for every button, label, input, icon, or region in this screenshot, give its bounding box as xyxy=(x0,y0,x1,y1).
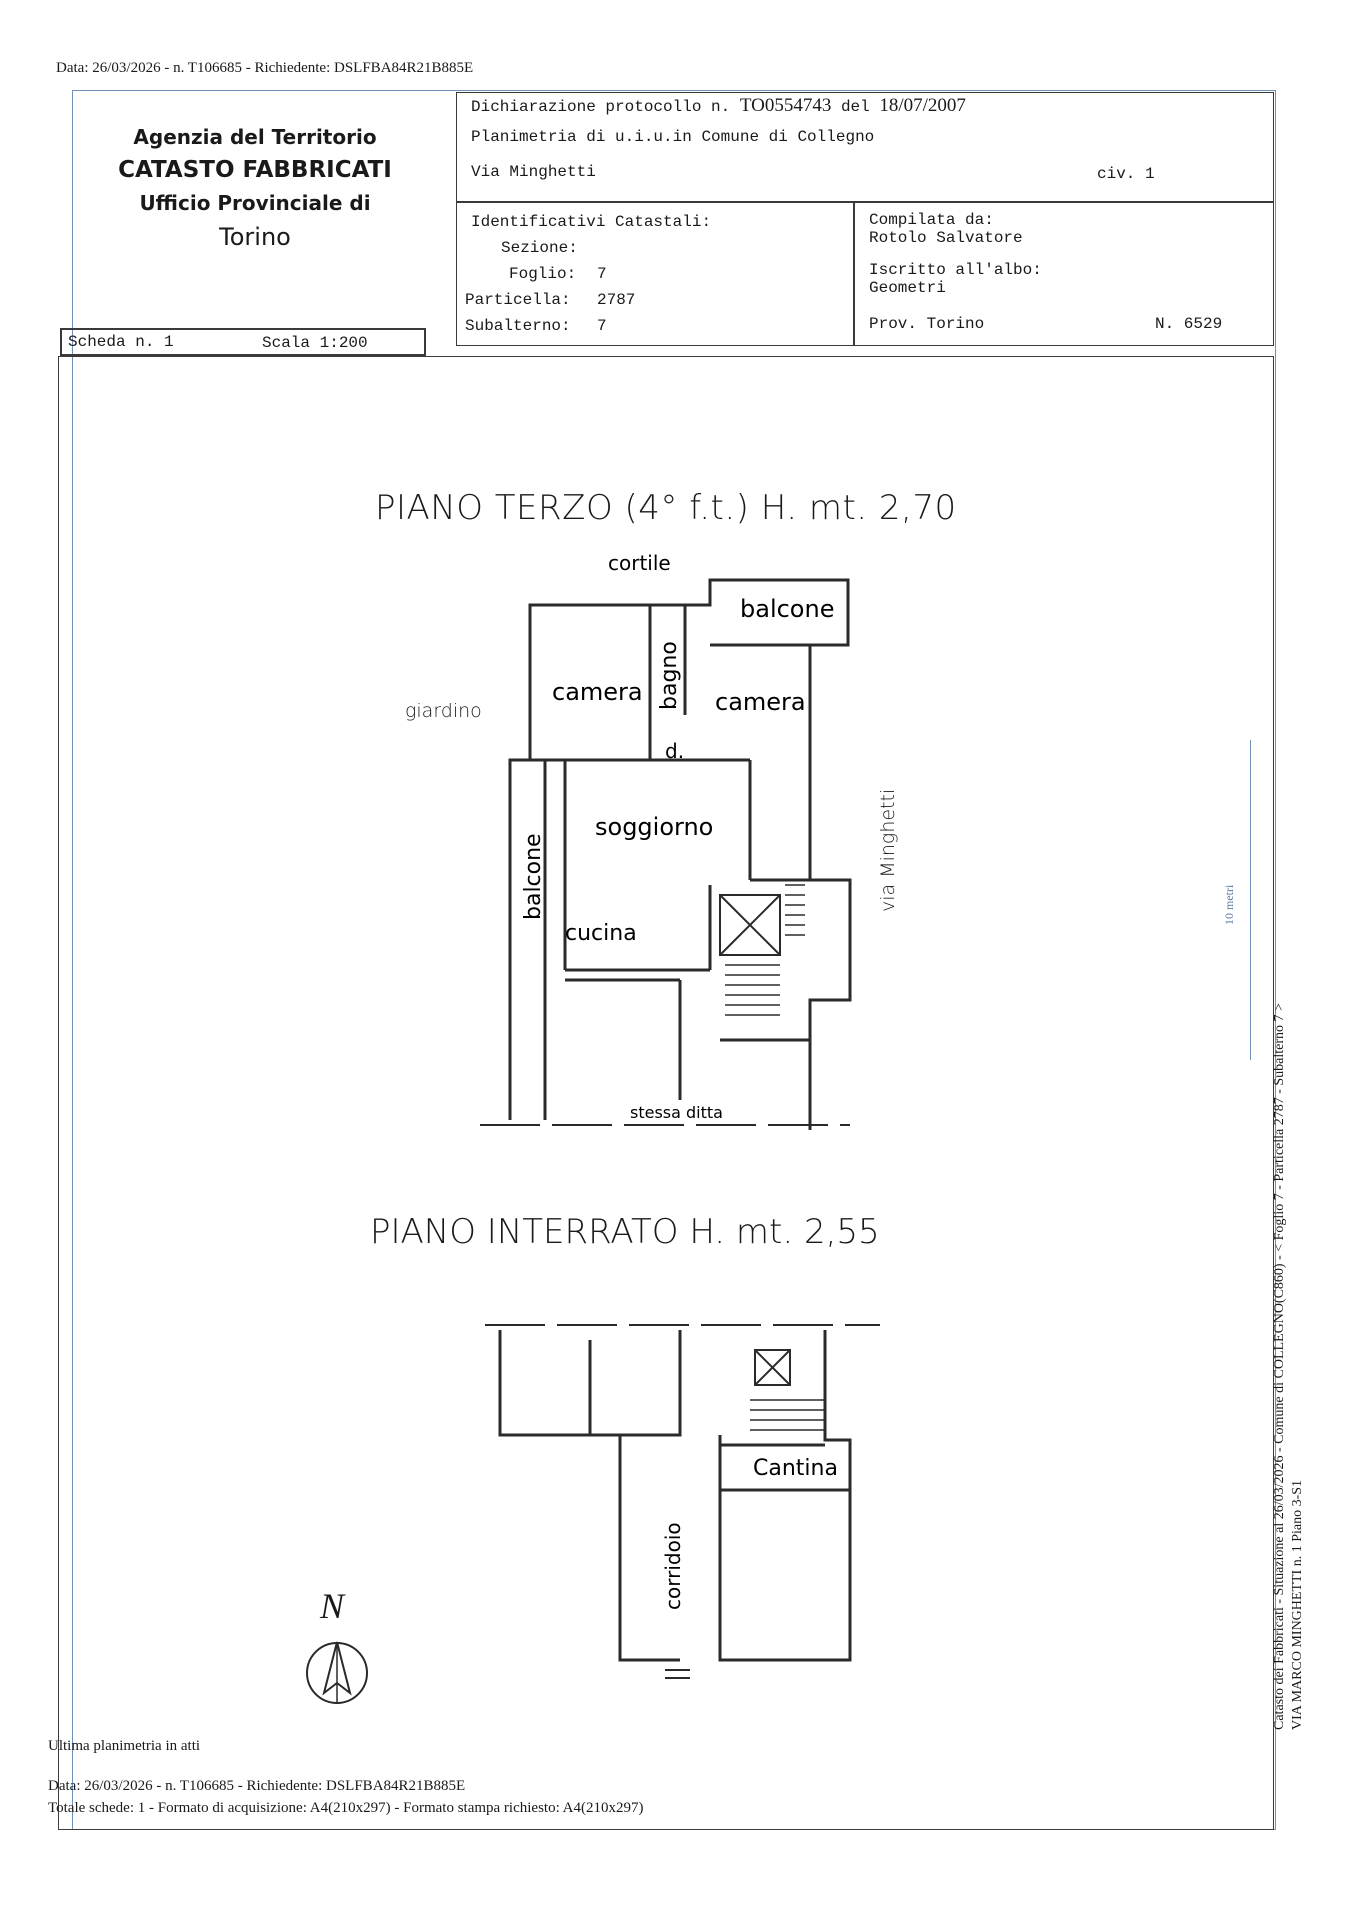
albo-value: Geometri xyxy=(869,279,946,297)
label-balcone-top: balcone xyxy=(740,595,835,623)
province: Prov. Torino xyxy=(869,315,985,333)
identifiers-box xyxy=(456,202,854,346)
footer-totals: Totale schede: 1 - Formato di acquisizione: A4(210x297) - Formato stampa richiesto: A4(210x297) xyxy=(48,1800,644,1816)
label-balcone-side: balcone xyxy=(521,833,546,920)
label-d: d. xyxy=(665,739,685,763)
scheda-scale: Scala 1:200 xyxy=(262,334,368,352)
compiler-name: Rotolo Salvatore xyxy=(869,229,1023,247)
declaration-box xyxy=(456,92,1274,202)
north-arrow-icon xyxy=(302,1638,372,1708)
label-corridoio: corridoio xyxy=(661,1522,685,1610)
north-label: N xyxy=(320,1586,345,1626)
registration-number: N. 6529 xyxy=(1155,315,1223,333)
agency-name: Agenzia del Territorio xyxy=(133,125,377,149)
label-camera-left: camera xyxy=(552,678,643,706)
upper-wall-right xyxy=(810,880,850,1130)
office-city: Torino xyxy=(219,223,291,251)
protocol-number: TO0554743 xyxy=(739,95,832,116)
footer-last: Ultima planimetria in atti xyxy=(48,1738,201,1754)
subalterno-label: Subalterno: xyxy=(465,317,571,335)
scheda-box xyxy=(60,328,426,356)
lower-floor-plan xyxy=(480,1310,900,1700)
side-text-address: VIA MARCO MINGHETTI n. 1 Piano 3-S1 xyxy=(1290,1479,1305,1730)
scheda-number: Scheda n. 1 xyxy=(68,333,174,351)
particella-label: Particella: xyxy=(465,291,571,309)
label-bagno: bagno xyxy=(657,641,682,710)
protocol-label: Dichiarazione protocollo n. xyxy=(471,98,731,116)
label-camera-right: camera xyxy=(715,688,806,716)
compiler-box xyxy=(854,202,1274,346)
sezione-label: Sezione: xyxy=(501,239,578,257)
scale-bar-label: 10 metri xyxy=(1222,884,1236,925)
subalterno-value: 7 xyxy=(597,317,607,335)
side-text-situation: Catasto dei Fabbricati - Situazione al 26/03/2026 - Comune di COLLEGNO(C860) - < Foglio 7 - Particella 2787 - Subalterno 7 > xyxy=(1272,1003,1287,1730)
label-soggiorno: soggiorno xyxy=(595,813,714,841)
label-via-minghetti: via Minghetti xyxy=(877,788,899,912)
footer-meta: Data: 26/03/2026 - n. T106685 - Richiedente: DSLFBA84R21B885E xyxy=(48,1778,466,1794)
protocol-date: 18/07/2007 xyxy=(879,95,966,116)
foglio-value: 7 xyxy=(597,265,607,283)
albo-label: Iscritto all'albo: xyxy=(869,261,1042,279)
planimetry-line: Planimetria di u.i.u.in Comune di Collegno xyxy=(471,128,875,146)
label-stessa-ditta: stessa ditta xyxy=(630,1103,723,1122)
label-cucina: cucina xyxy=(565,921,637,946)
label-giardino: giardino xyxy=(405,700,482,722)
identifiers-title: Identificativi Catastali: xyxy=(471,213,712,231)
scale-bar-line xyxy=(1250,740,1251,1060)
civic-number: civ. 1 xyxy=(1097,165,1155,183)
compiler-title: Compilata da: xyxy=(869,211,994,229)
label-cantina: Cantina xyxy=(753,1456,838,1481)
upper-floor-plan xyxy=(380,540,900,1140)
date-label: del xyxy=(840,98,870,116)
office-label: Ufficio Provinciale di xyxy=(139,191,371,215)
particella-value: 2787 xyxy=(597,291,636,309)
catasto-title: CATASTO FABBRICATI xyxy=(118,157,392,183)
label-cortile: cortile xyxy=(608,551,671,575)
upper-plan-title: PIANO TERZO (4° f.t.) H. mt. 2,70 xyxy=(375,488,957,528)
top-meta: Data: 26/03/2026 - n. T106685 - Richiedente: DSLFBA84R21B885E xyxy=(56,60,474,76)
foglio-label: Foglio: xyxy=(509,265,577,283)
upper-wall-left xyxy=(510,760,530,1120)
street-line: Via Minghetti xyxy=(471,163,596,181)
lower-plan-title: PIANO INTERRATO H. mt. 2,55 xyxy=(370,1212,880,1252)
